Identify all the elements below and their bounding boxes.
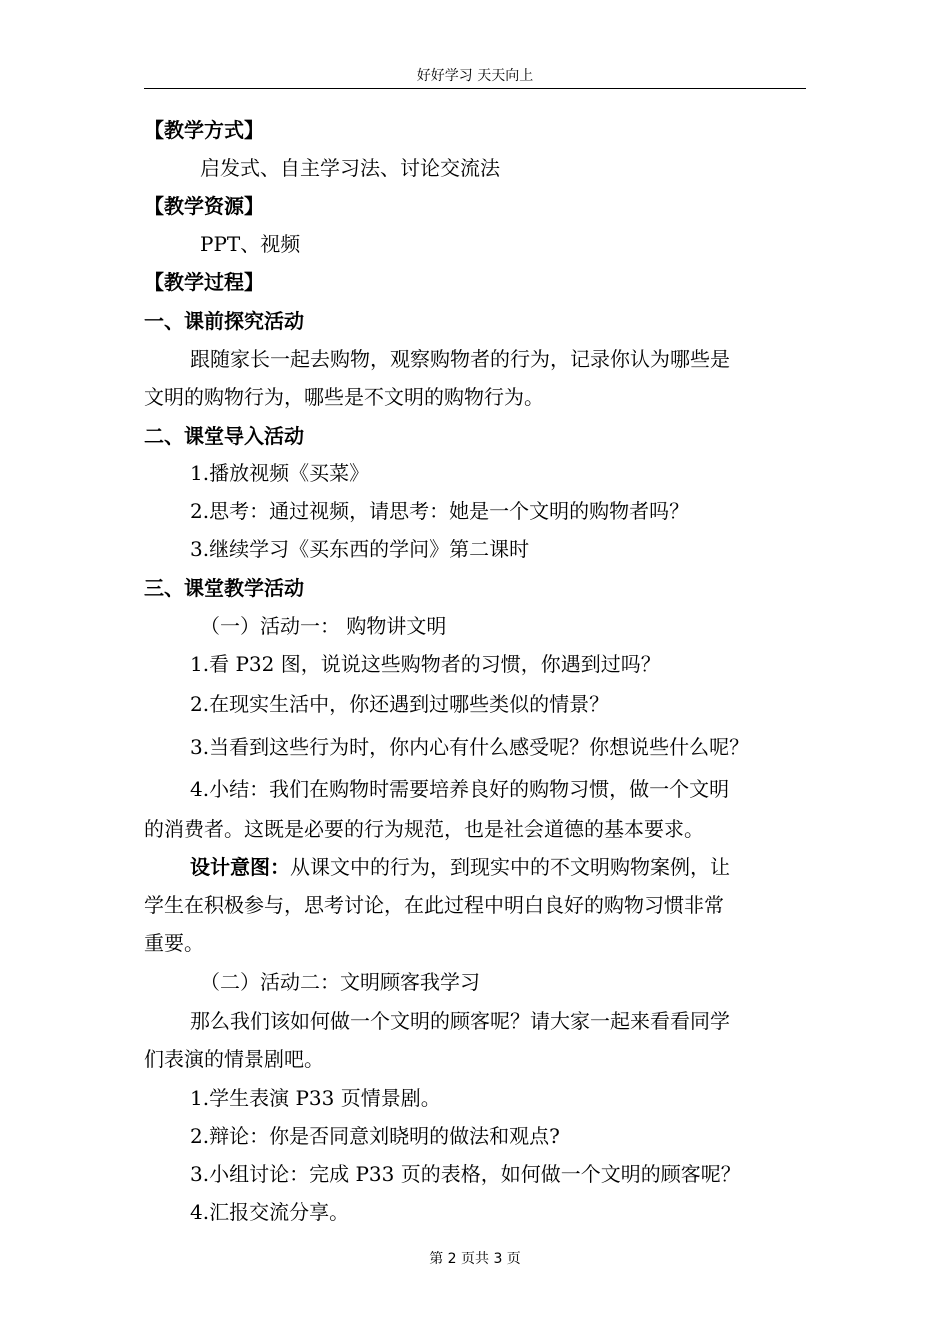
activity1-item-4-cont: 的消费者。这既是必要的行为规范，也是社会道德的基本要求。 (144, 817, 704, 841)
part1-line1: 跟随家长一起去购物，观察购物者的行为，记录你认为哪些是 (190, 347, 730, 371)
part1-heading: 一、课前探究活动 (144, 309, 304, 333)
design-intent-line3: 重要。 (144, 931, 204, 955)
activity2-item-2: 2.辩论：你是否同意刘晓明的做法和观点? (190, 1124, 560, 1148)
resource-text: PPT、视频 (200, 232, 301, 256)
design-intent-label: 设计意图： (190, 855, 290, 879)
process-title: 【教学过程】 (144, 270, 264, 294)
activity2-item-3: 3.小组讨论：完成 P33 页的表格，如何做一个文明的顾客呢？ (190, 1162, 741, 1186)
activity1-item-1: 1.看 P32 图，说说这些购物者的习惯，你遇到过吗？ (190, 652, 661, 676)
method-title: 【教学方式】 (144, 118, 264, 142)
design-intent-line2: 学生在积极参与，思考讨论，在此过程中明白良好的购物习惯非常 (144, 893, 724, 917)
part2-item-1: 1.播放视频《买菜》 (190, 461, 370, 485)
part2-item-2: 2.思考：通过视频，请思考：她是一个文明的购物者吗？ (190, 499, 690, 523)
page-header: 好好学习 天天向上 (144, 66, 806, 89)
part3-heading: 三、课堂教学活动 (144, 576, 304, 600)
resource-title: 【教学资源】 (144, 194, 264, 218)
activity2-item-4: 4.汇报交流分享。 (190, 1200, 350, 1224)
design-intent-text1: 从课文中的行为，到现实中的不文明购物案例，让 (290, 855, 730, 879)
page-footer: 第 2 页共 3 页 (429, 1251, 521, 1267)
activity2-intro-line1: 那么我们该如何做一个文明的顾客呢？请大家一起来看看同学 (190, 1009, 730, 1033)
activity1-title: （一）活动一： 购物讲文明 (200, 614, 447, 638)
design-intent-line1 (190, 853, 852, 881)
activity1-item-3: 3.当看到这些行为时，你内心有什么感受呢？你想说些什么呢？ (190, 735, 750, 759)
activity1-item-2: 2.在现实生活中，你还遇到过哪些类似的情景？ (190, 692, 610, 716)
activity1-item-4: 4.小结：我们在购物时需要培养良好的购物习惯，做一个文明 (190, 777, 730, 801)
activity2-title: （二）活动二：文明顾客我学习 (200, 970, 480, 994)
method-text: 启发式、自主学习法、讨论交流法 (200, 156, 500, 180)
part1-line2: 文明的购物行为，哪些是不文明的购物行为。 (144, 385, 544, 409)
part2-item-3: 3.继续学习《买东西的学问》第二课时 (190, 537, 530, 561)
part2-heading: 二、课堂导入活动 (144, 424, 304, 448)
activity2-intro-line2: 们表演的情景剧吧。 (144, 1047, 324, 1071)
activity2-item-1: 1.学生表演 P33 页情景剧。 (190, 1086, 441, 1110)
